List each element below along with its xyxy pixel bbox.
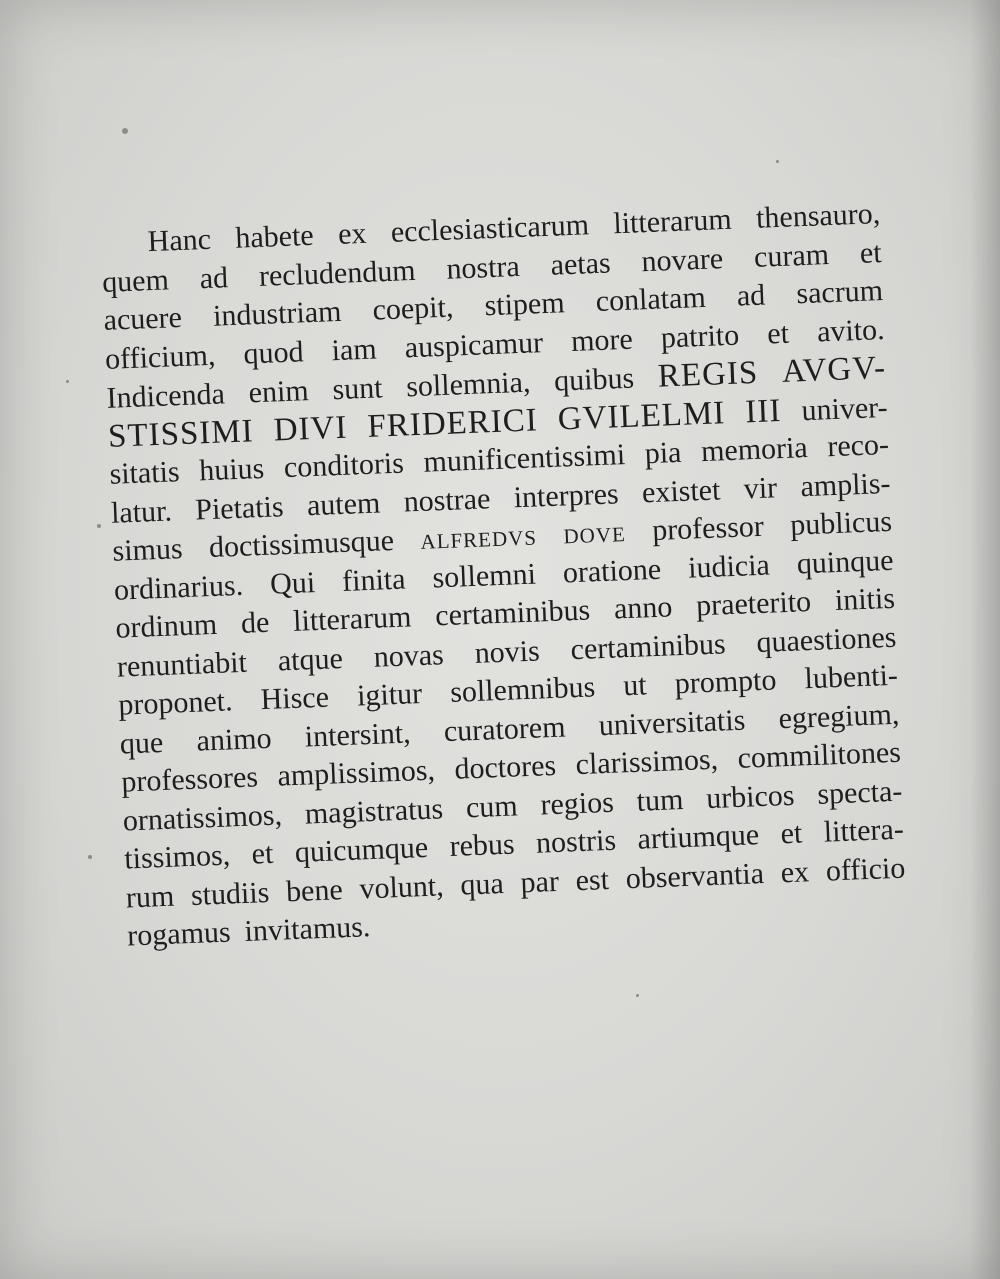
word: par [519,864,560,899]
word: DOVE [563,522,627,549]
word: litterarum [292,600,413,638]
word: ex [780,854,810,889]
word: et [766,316,790,350]
word: auspicamur [404,325,544,364]
word: enim [248,374,310,410]
word: ordinum [114,607,218,645]
word: ecclesiasticarum [390,208,590,249]
word: habete [234,218,315,255]
word: lubenti- [803,658,899,696]
word: rum [125,879,175,914]
word: atque [277,641,344,677]
word: de [240,605,270,640]
word: ex [337,216,368,251]
word: GVILELMI [557,394,726,438]
word: Hisce [260,680,330,717]
word: quinque [796,543,895,580]
word: ALFREDVS [420,525,538,554]
word: vir [743,470,778,505]
word: officio [825,851,906,888]
word: DIVI [273,409,349,448]
word: professor [651,509,765,548]
word: autem [306,485,381,522]
word: egregium, [777,697,900,735]
word: est [574,862,610,897]
word: ad [199,260,229,295]
word: invitamus. [243,910,371,948]
word: et [859,235,883,270]
word: coepit, [371,290,454,327]
word: publicus [789,504,893,542]
word: avito. [816,312,886,349]
word: ordinarius. [113,568,244,607]
word: simus [111,532,184,568]
word: bene [285,872,344,908]
word: AVGV- [781,349,887,390]
word: patrito [660,318,740,355]
word: reco- [826,427,890,464]
word: officium, [104,338,216,376]
word: STISSIMI [107,412,255,455]
word: aetas [550,245,612,282]
word: REGIS [657,354,759,395]
word: quibus [553,361,635,398]
word: commilitones [736,735,902,775]
word: stipem [483,286,566,323]
word: cum [465,788,519,824]
word: iam [330,331,378,367]
word: magistratus [304,791,444,831]
word: tum [636,782,684,818]
word: urbicos [705,778,796,815]
word: littera- [823,812,905,849]
word: qua [459,866,505,902]
word: existet [641,472,721,509]
word: curam [753,237,830,274]
word: Indicenda [106,377,226,415]
word: novis [474,633,541,670]
word: amplis- [799,466,892,503]
paper-speck [636,994,639,997]
paper-speck [97,524,101,528]
word: initis [834,581,896,618]
word: thensauro, [755,197,881,235]
word: sollemnibus [449,670,596,709]
word: amplissimos, [276,753,436,793]
word: novas [373,637,445,674]
word: Pietatis [194,489,285,527]
word: finita [341,562,407,598]
paper-speck [122,128,128,134]
word: memoria [700,431,809,469]
word: clarissimos, [575,742,719,782]
paper-speck [66,380,69,383]
word: igitur [356,676,423,713]
word: professores [120,760,259,799]
word: recludendum [258,253,417,293]
word: FRIDERICI [366,401,539,445]
word: animo [195,721,273,758]
word: nostrae [403,481,491,519]
word: certaminibus [434,593,591,633]
word: quem [101,262,170,299]
word: conditoris [283,446,405,485]
word: Hanc [147,222,212,259]
word: litterarum [612,202,733,241]
word: artiumque [636,818,760,856]
word: sacrum [795,274,884,311]
word: sunt [331,371,384,407]
word: quod [242,334,305,371]
word: proponet. [117,684,234,722]
word: novare [640,241,724,278]
word: sitatis [108,455,181,491]
word: que [119,725,164,761]
word: latur. [110,493,173,530]
word: sollemnia, [405,365,531,404]
word: nostris [535,823,617,860]
word: quaestiones [755,620,897,659]
word: renuntiabit [116,645,248,684]
word: sollemni [431,557,537,594]
word: doctores [453,748,557,786]
word: ornatissimos, [122,797,283,838]
word: et [780,816,803,851]
word: et [251,836,274,871]
word: intersint, [304,715,412,754]
paper-speck [88,855,92,859]
word: rogamus [126,915,232,953]
word: studiis [190,875,270,912]
page-edge-shadow [970,0,1000,1279]
word: pia [644,435,683,471]
word: III [744,392,783,430]
word: univer- [800,390,889,427]
word: huius [198,451,265,488]
word: prompto [674,663,778,701]
word: regios [539,785,615,822]
body-paragraph [100,195,908,956]
paper-speck [776,160,779,163]
word: interpres [513,476,620,514]
word: conlatam [595,280,707,319]
word: observantia [625,856,765,895]
word: quicumque [294,830,429,869]
word: acuere [103,300,183,337]
word: iudicia [687,548,771,585]
word: munificentissimi [422,438,626,479]
word: Qui [269,565,316,601]
word: praeterito [695,584,812,623]
word: doctissimusque [208,523,395,565]
word: industriam [212,294,342,333]
word: specta- [816,774,903,811]
word: volunt, [358,868,445,906]
word: certaminibus [570,626,727,666]
word: oratione [562,552,662,589]
word: universitatis [598,703,746,742]
word: nostra [445,249,521,286]
word: ad [736,278,766,313]
word: curatorem [443,710,567,748]
word: more [570,322,634,358]
word: anno [613,590,673,626]
word: ut [622,668,648,703]
word: rebus [448,827,516,864]
word: tissimos, [123,838,231,876]
